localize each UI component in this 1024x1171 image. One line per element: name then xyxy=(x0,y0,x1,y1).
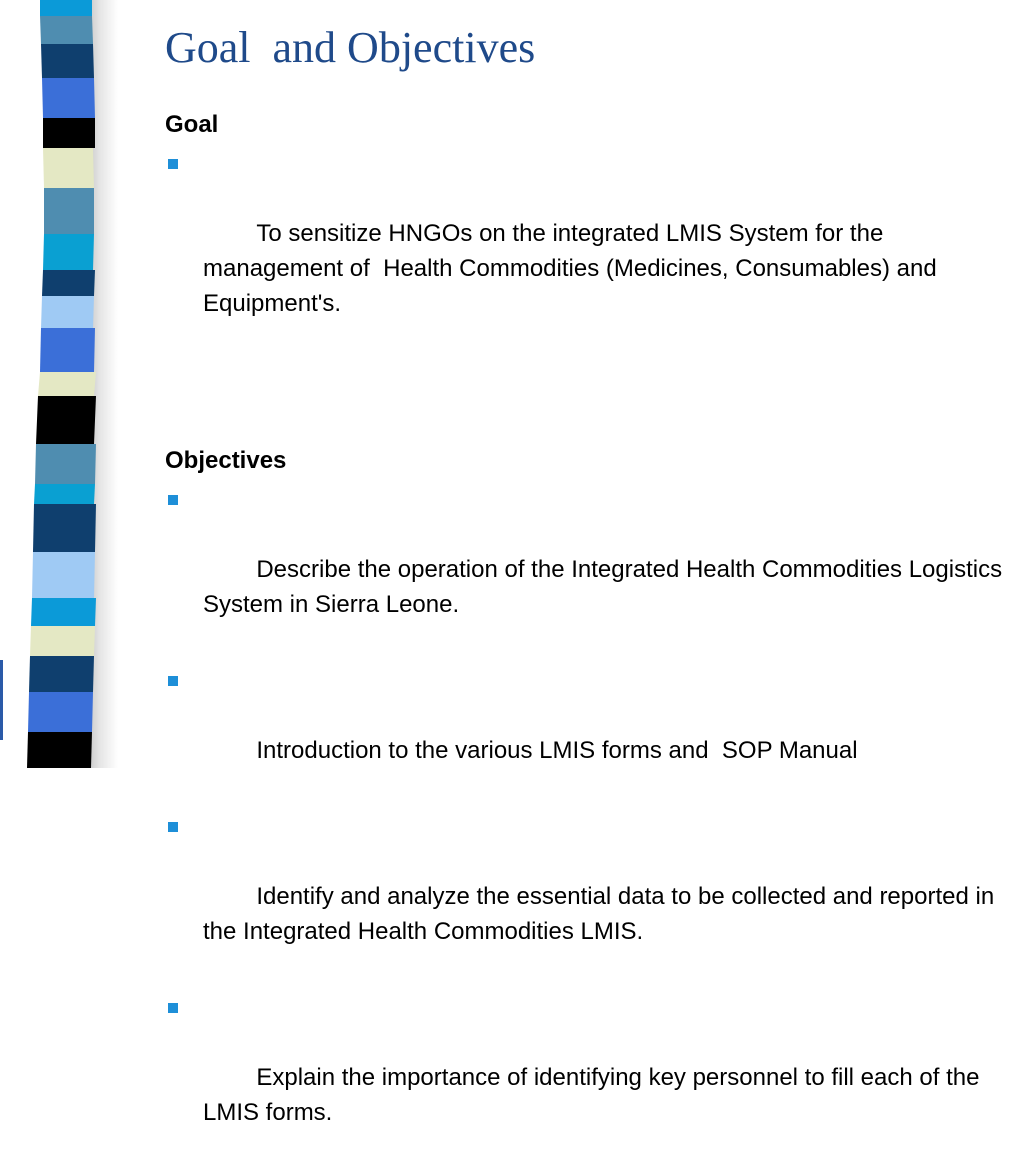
objective-bullet xyxy=(165,990,1015,1165)
decorative-stripe xyxy=(0,656,120,692)
objective-bullet-text: Explain the importance of identifying key personnel to fill each of the LMIS forms. xyxy=(203,1064,987,1126)
objective-bullet-text: Describe the operation of the Integrated Health Commodities Logistics System in Sierra Leone. xyxy=(203,556,1009,618)
decorative-stripe xyxy=(0,16,120,44)
goal-heading: Goal xyxy=(165,111,219,138)
square-bullet-icon xyxy=(168,159,178,169)
decorative-stripe xyxy=(0,328,120,372)
decorative-stripe xyxy=(0,552,120,598)
objective-bullet xyxy=(165,663,1015,803)
objective-bullet xyxy=(165,809,1015,984)
decorative-striped-bar xyxy=(0,0,120,768)
decorative-stripe xyxy=(0,188,120,234)
goal-bullet-text: To sensitize HNGOs on the integrated LMIS System for the management of Health Commodities (Medicines, Consumables) and Equipment's. xyxy=(203,220,944,317)
decorative-stripe xyxy=(0,732,120,768)
decorative-stripe xyxy=(0,270,120,296)
decorative-stripe xyxy=(0,118,120,148)
section-spacer xyxy=(165,362,1015,444)
square-bullet-icon xyxy=(168,1003,178,1013)
slide-title: Goal and Objectives xyxy=(165,23,536,72)
decorative-stripe xyxy=(0,626,120,656)
square-bullet-icon xyxy=(168,495,178,505)
decorative-stripe xyxy=(0,484,120,504)
objective-bullet-text: Introduction to the various LMIS forms and SOP Manual xyxy=(256,737,858,764)
objective-bullet-text: Identify and analyze the essential data to be collected and reported in the Integrated Health Commodities LMIS. xyxy=(203,883,1001,945)
slide-content xyxy=(165,108,1015,1171)
decorative-stripe xyxy=(0,444,120,484)
goal-bullet xyxy=(165,146,1015,356)
decorative-stripe xyxy=(0,372,120,396)
decorative-stripe xyxy=(0,396,120,444)
decorative-stripe xyxy=(0,296,120,328)
objectives-list xyxy=(165,482,1015,1165)
decorative-edge-line xyxy=(0,660,3,740)
decorative-stripe xyxy=(0,148,120,188)
decorative-stripe xyxy=(0,598,120,626)
square-bullet-icon xyxy=(168,676,178,686)
objective-bullet xyxy=(165,482,1015,657)
objectives-heading: Objectives xyxy=(165,447,287,474)
decorative-stripe xyxy=(0,78,120,118)
decorative-stripe xyxy=(0,0,120,16)
goal-list xyxy=(165,146,1015,356)
decorative-stripe xyxy=(0,234,120,270)
decorative-stripe xyxy=(0,504,120,552)
decorative-stripe xyxy=(0,692,120,732)
square-bullet-icon xyxy=(168,822,178,832)
decorative-stripe xyxy=(0,44,120,78)
